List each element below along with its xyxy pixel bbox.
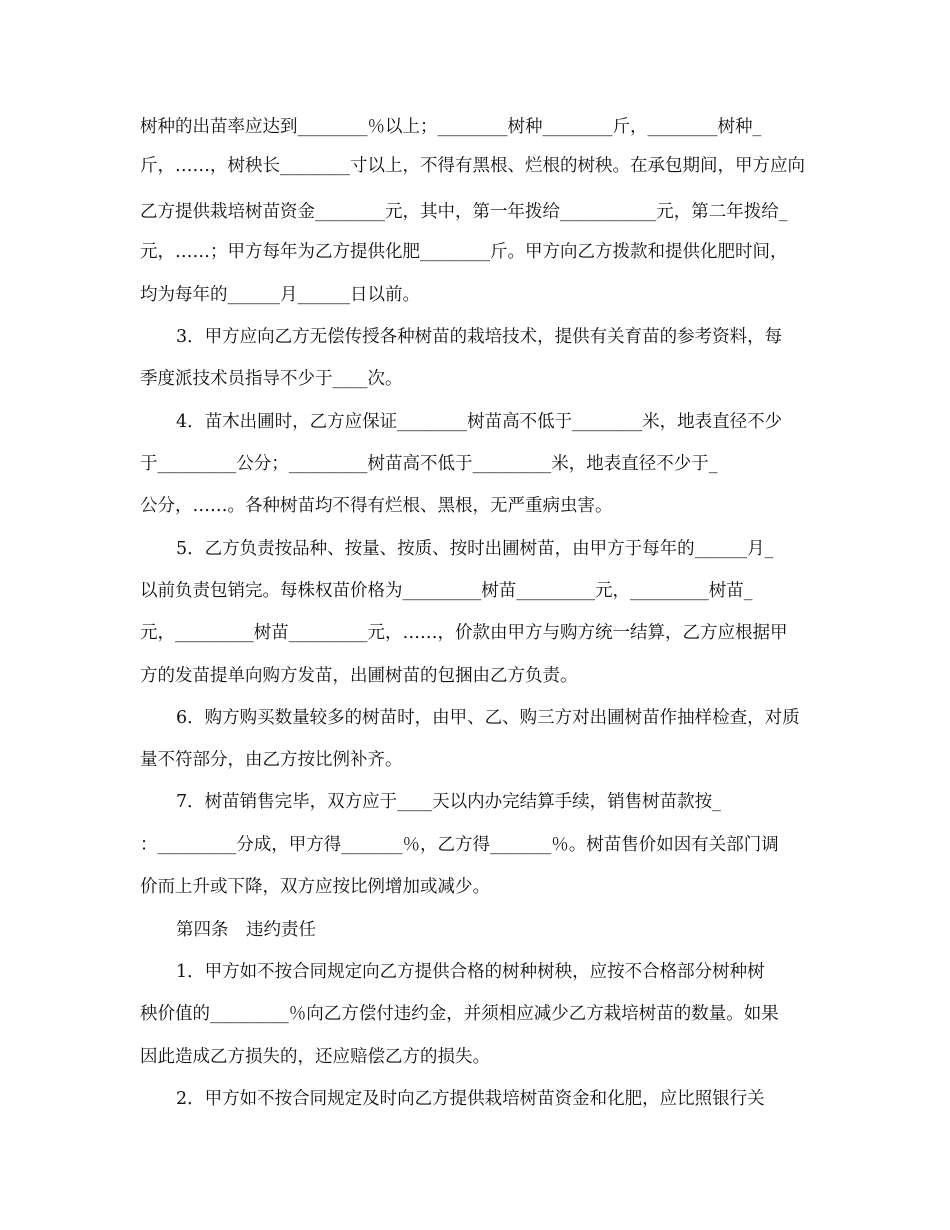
clause-item-4: 4．苗木出圃时，乙方应保证________树苗高不低于________米，地表直径不少 [176, 412, 783, 432]
body-text-line: 量不符部分，由乙方按比例补齐。 [140, 750, 403, 770]
body-text-line: ：_________分成，甲方得_______％，乙方得_______％。树苗售价如因有关部门调 [140, 835, 779, 855]
body-text-line: 乙方提供栽培树苗资金________元，其中，第一年拨给___________元，第二年拨给_ [140, 202, 788, 222]
body-text-line: 以前负责包销完。每株权苗价格为_________树苗_________元，_________树苗_ [140, 581, 753, 601]
body-text-line: 因此造成乙方损失的，还应赔偿乙方的损失。 [140, 1047, 490, 1067]
breach-clause-item-2: 2．甲方如不按合同规定及时向乙方提供栽培树苗资金和化肥，应比照银行关 [176, 1089, 765, 1109]
clause-item-7: 7．树苗销售完毕，双方应于____天以内办完结算手续，销售树苗款按_ [176, 792, 721, 812]
clause-item-6: 6．购方购买数量较多的树苗时，由甲、乙、购三方对出圃树苗作抽样检查，对质 [176, 708, 800, 728]
body-text-line: 树种的出苗率应达到________％以上；________树种________斤，________树种_ [140, 117, 762, 137]
breach-clause-item-1: 1．甲方如不按合同规定向乙方提供合格的树种树秧，应按不合格部分树种树 [176, 962, 765, 982]
body-text-line: 价而上升或下降，双方应按比例增加或减少。 [140, 877, 490, 897]
body-text-line: 秧价值的_________％向乙方偿付违约金，并须相应减少乙方栽培树苗的数量。如果 [140, 1004, 779, 1024]
body-text-line: 斤，……，树秧长________寸以上，不得有黑根、烂根的树秧。在承包期间，甲方应向 [140, 156, 805, 176]
body-text-line: 季度派技术员指导不少于____次。 [140, 369, 403, 389]
body-text-line: 元，_________树苗_________元，……，价款由甲方与购方统一结算，乙方应根据甲 [140, 623, 788, 643]
clause-item-5: 5．乙方负责按品种、按量、按质、按时出圃树苗，由甲方于每年的______月_ [176, 539, 774, 559]
body-text-line: 公分，……。各种树苗均不得有烂根、黑根，无严重病虫害。 [140, 496, 613, 516]
body-text-line: 元，……；甲方每年为乙方提供化肥________斤。甲方向乙方拨款和提供化肥时间， [140, 242, 788, 262]
body-text-line: 方的发苗提单向购方发苗，出圃树苗的包捆由乙方负责。 [140, 666, 578, 686]
clause-item-3: 3．甲方应向乙方无偿传授各种树苗的栽培技术，提供有关育苗的参考资料，每 [176, 327, 783, 347]
body-text-line: 于_________公分；_________树苗高不低于_________米，地表直径不少于_ [140, 454, 718, 474]
body-text-line: 均为每年的______月______日以前。 [140, 285, 420, 305]
section-heading-breach-liability: 第四条 违约责任 [176, 920, 316, 940]
